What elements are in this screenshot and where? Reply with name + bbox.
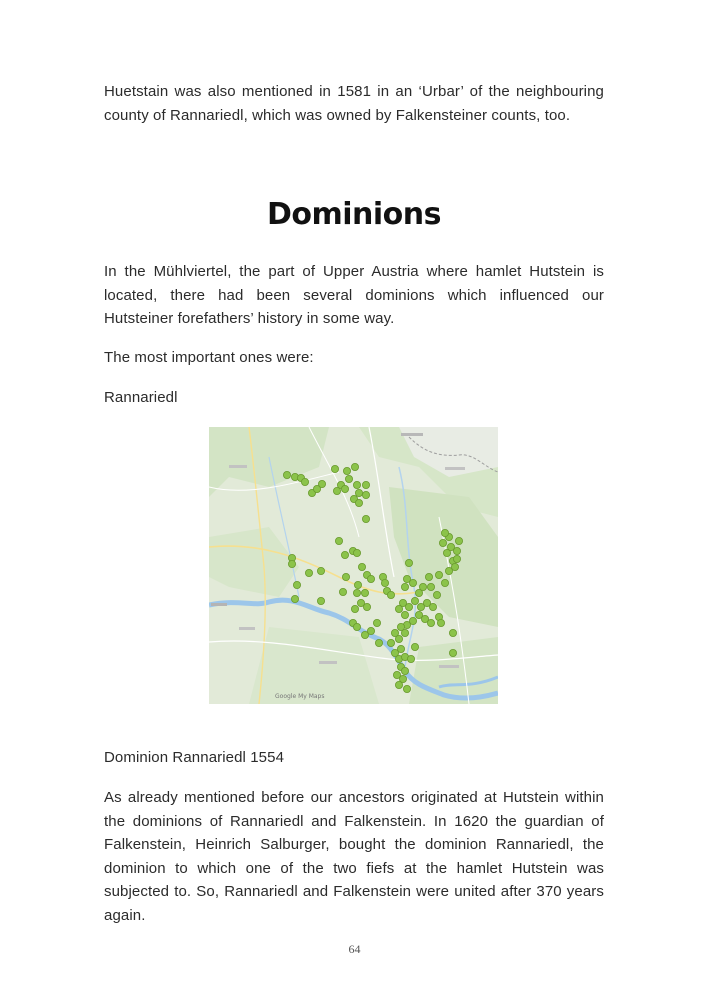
rannariedl-label: Rannariedl [104, 389, 178, 406]
map-graphic [209, 427, 498, 704]
map-caption: Dominion Rannariedl 1554 [104, 749, 285, 766]
intro-paragraph: Huetstain was also mentioned in 1581 in an ‘Urbar’ of the neighbouring county of Rannariedl, which was owned by Falkensteiner counts, too. [104, 83, 604, 124]
important-ones-text: The most important ones were: [104, 349, 314, 366]
section-heading: Dominions [266, 197, 442, 232]
page-number: 64 [348, 942, 361, 956]
map-attribution: Google My Maps [275, 693, 325, 700]
dominion-map [209, 427, 498, 704]
dominions-paragraph: In the Mühlviertel, the part of Upper Austria where hamlet Hutstein is located, there had been several dominions which influenced our Hutsteiner forefathers’ history in some way. [104, 263, 604, 327]
closing-paragraph: As already mentioned before our ancestors originated at Hutstein within the dominions of Rannariedl and Falkenstein. In 1620 the guardian of Falkenstein, Heinrich Salburger, bought the dominion Rannariedl, the dominion to which one of the two fiefs at the hamlet Hutstein was subjected to. So, Rannariedl and Falkenstein were united after 370 years again. [104, 789, 604, 924]
